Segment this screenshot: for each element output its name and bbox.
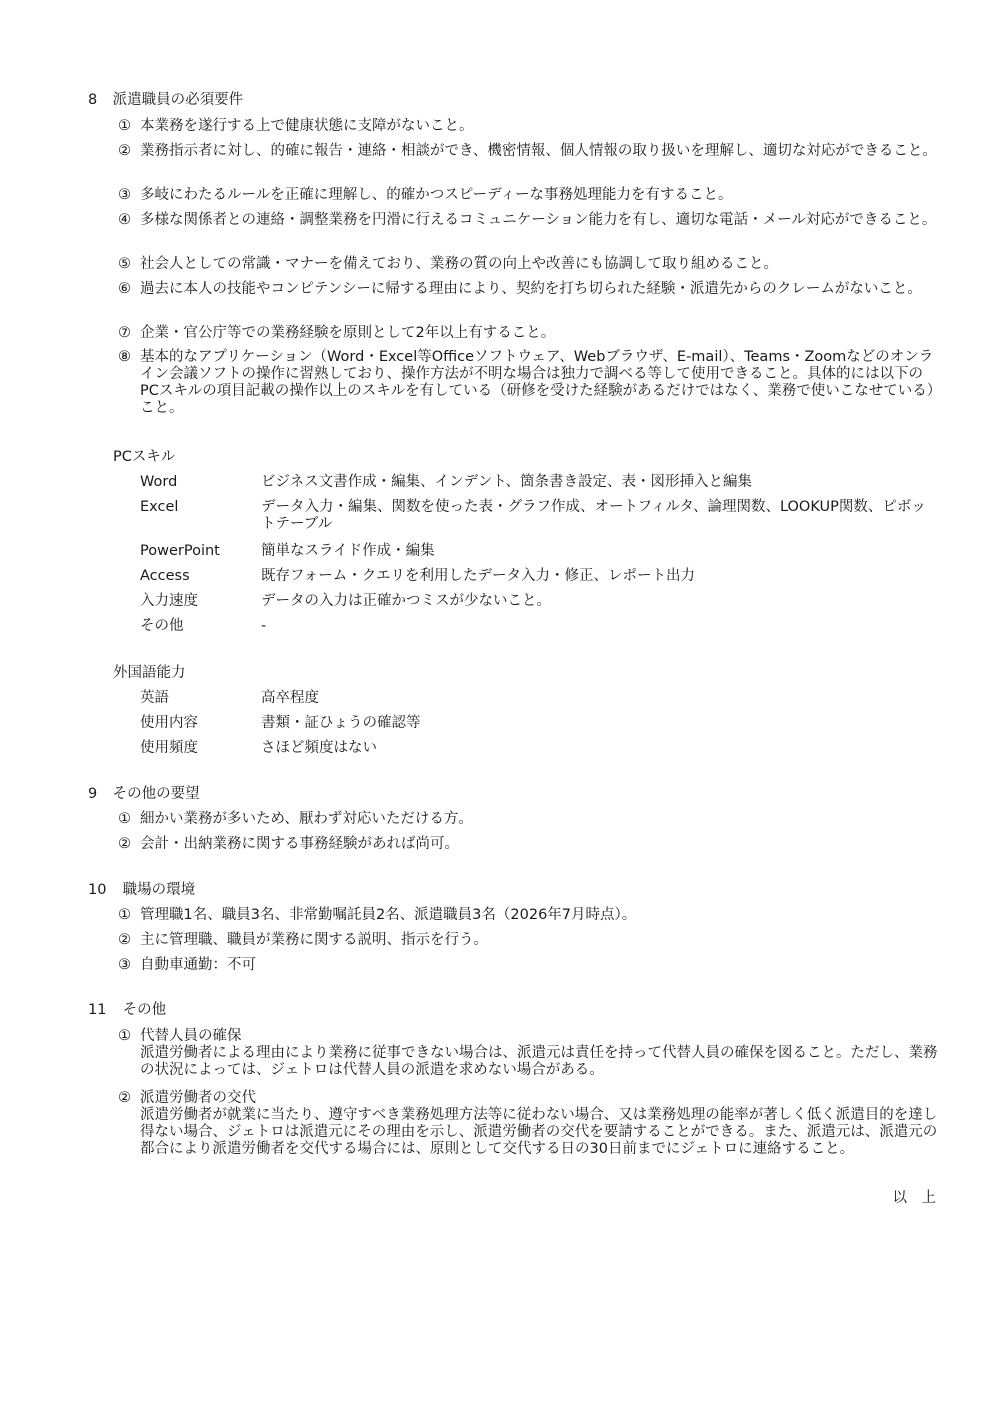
skill-description: 既存フォーム・クエリを利用したデータ入力・修正、レポート出力 [261,568,695,584]
skill-row [140,593,940,610]
item-marker: ① [118,118,131,134]
item-heading: 代替人員の確保 [140,1028,242,1044]
list-item [118,118,938,135]
skill-description: データの入力は正確かつミスが少ないこと。 [261,593,551,609]
skill-row [140,618,940,635]
section-number: 10 [88,882,107,898]
item-text: 多岐にわたるルールを正確に理解し、的確かつスピーディーな事務処理能力を有すること。 [140,187,733,203]
language-row [140,690,940,707]
section-number: 8 [88,92,98,108]
language-value: 高卒程度 [261,690,319,706]
list-item [118,957,938,974]
skill-description: データ入力・編集、関数を使った表・グラフ作成、オートフィルタ、論理関数、LOOKUP関数、ピボットテーブル [261,499,926,532]
language-key: 使用頻度 [140,740,198,756]
section-title: その他 [122,1002,167,1018]
language-value: さほど頻度はない [261,740,377,756]
item-marker: ① [118,811,131,827]
list-item [118,1090,938,1158]
item-text: 多様な関係者との連絡・調整業務を円滑に行えるコミュニケーション能力を有し、適切な電話・メール対応ができること。 [140,212,937,228]
list-item [118,932,938,949]
item-marker: ③ [118,187,131,203]
item-text: 社会人としての常識・マナーを備えており、業務の質の向上や改善にも協調して取り組めること。 [140,256,778,272]
item-text: 過去に本人の技能やコンピテンシーに帰する理由により、契約を打ち切られた経験・派遣先からのクレームがないこと。 [140,281,922,297]
section-9-heading [88,786,200,803]
list-item [118,907,938,924]
item-text: 細かい業務が多いため、厭わず対応いただける方。 [140,811,473,827]
item-text: 自動車通勤：不可 [140,957,256,973]
skill-name: PowerPoint [140,543,220,559]
foreign-language-heading: 外国語能力 [113,665,186,681]
section-number: 9 [88,786,98,802]
skill-description: 簡単なスライド作成・編集 [261,543,435,559]
item-text: 管理職1名、職員3名、非常勤嘱託員2名、派遣職員3名（2026年7月時点）。 [140,907,637,923]
list-item [118,143,938,160]
item-marker: ⑤ [118,256,131,272]
section-number: 11 [88,1002,107,1018]
item-marker: ① [118,1028,131,1044]
skill-row [140,568,940,585]
item-text: 主に管理職、職員が業務に関する説明、指示を行う。 [140,932,488,948]
list-item [118,187,938,204]
list-item [118,836,938,853]
item-marker: ⑥ [118,281,131,297]
list-item [118,256,938,273]
item-heading: 派遣労働者の交代 [140,1090,256,1106]
skill-name: Excel [140,499,179,515]
pc-skill-heading: PCスキル [113,449,176,465]
skill-name: Access [140,568,190,584]
item-marker: ③ [118,957,131,973]
section-title: その他の要望 [112,786,200,802]
language-value: 書類・証ひょうの確認等 [261,715,421,731]
list-item [118,325,938,342]
list-item [118,281,938,298]
language-row [140,715,940,732]
skill-description: ビジネス文書作成・編集、インデント、箇条書き設定、表・図形挿入と編集 [261,474,752,490]
skill-row [140,543,940,560]
item-marker: ① [118,907,131,923]
skill-name: Word [140,474,178,490]
item-marker: ② [118,836,131,852]
section-title: 派遣職員の必須要件 [112,92,244,108]
item-text: 業務指示者に対し、的確に報告・連絡・相談ができ、機密情報、個人情報の取り扱いを理解し、適切な対応ができること。 [140,143,937,159]
item-marker: ④ [118,212,131,228]
skill-name: 入力速度 [140,593,198,609]
section-8-heading [88,92,243,109]
list-item [118,349,938,417]
section-title: 職場の環境 [122,882,196,898]
language-key: 使用内容 [140,715,198,731]
item-marker: ② [118,1090,131,1106]
skill-name: その他 [140,618,184,634]
item-text: 本業務を遂行する上で健康状態に支障がないこと。 [140,118,474,134]
item-marker: ⑦ [118,325,131,341]
item-text: 派遣労働者が就業に当たり、遵守すべき業務処理方法等に従わない場合、又は業務処理の能率が著しく低く派遣目的を達し得ない場合、ジェトロは派遣元にその理由を示し、派遣労働者の交代を要請することができる。また、派遣元は、派遣元の都合により派遣労働者を交代する場合には、原則として交代する日の30日前までにジェトロに連絡すること。 [140,1107,938,1157]
item-marker: ② [118,932,131,948]
skill-description: - [261,618,267,634]
skill-row [140,499,940,533]
closing-mark: 以 上 [892,1190,936,1206]
skill-row [140,474,940,491]
section-11-heading [88,1002,166,1019]
language-row [140,740,940,757]
item-marker: ② [118,143,131,159]
item-marker: ⑧ [118,349,131,365]
item-text: 企業・官公庁等での業務経験を原則として2年以上有すること。 [140,325,556,341]
language-key: 英語 [140,690,169,706]
item-text: 派遣労働者による理由により業務に従事できない場合は、派遣元は責任を持って代替人員の確保を図ること。ただし、業務の状況によっては、ジェトロは代替人員の派遣を求めない場合がある。 [140,1045,938,1078]
item-text: 基本的なアプリケーション（Word・Excel等Officeソフトウェア、Webブラウザ、E-mail）、Teams・Zoomなどのオンライン会議ソフトの操作に習熟しており、操作方法が不明な場合は独力で調べる等して使用できること。具体的には以下のPCスキルの項目記載の操作以上のスキルを有している（研修を受けた経験があるだけではなく、業務で使いこなせている）こと。 [140,349,935,416]
item-text: 会計・出納業務に関する事務経験があれば尚可。 [140,836,459,852]
list-item [118,811,938,828]
section-10-heading [88,882,195,899]
list-item [118,1028,938,1079]
list-item [118,212,938,229]
